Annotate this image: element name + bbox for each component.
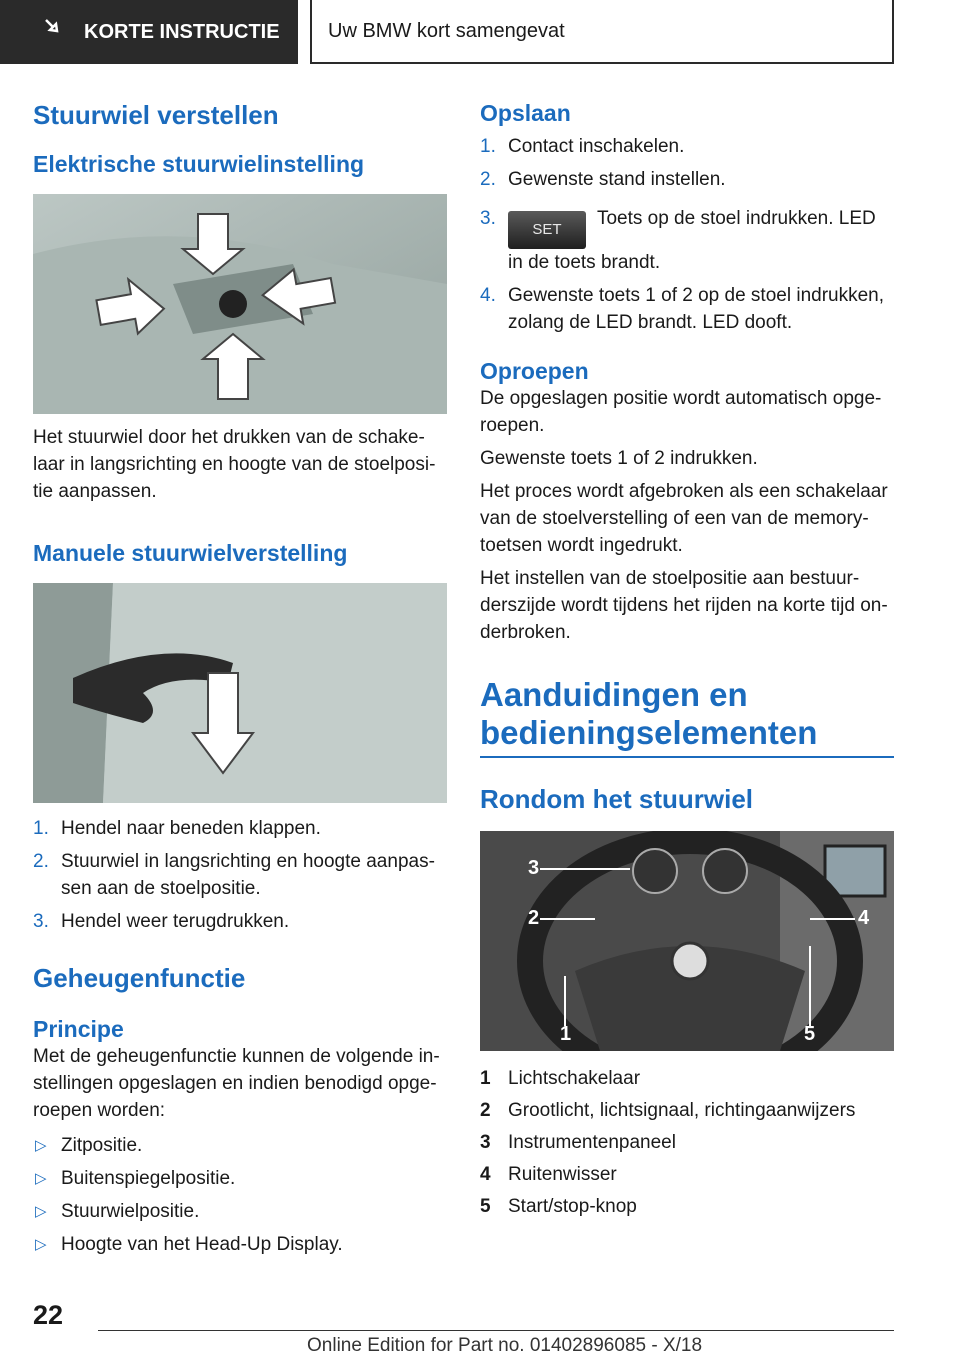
heading-principle: Principe [33,1016,124,1042]
steering-wheel-photo [480,831,894,1051]
recall-text-4: Het instellen van de stoelpositie aan bestuurderszijde wordt tijdens het rijden na korte tijd onderbroken. [480,568,888,643]
left-column [33,100,447,1264]
list-item: ▷ Zitpositie. [35,1135,143,1156]
principle-description: Met de geheugenfunctie kunnen de volgende instellingen opgeslagen en indien benodigd opgeroepen worden: [33,1046,440,1121]
section-tab-label: KORTE INSTRUCTIE [84,20,280,43]
list-item: 1. Hendel naar beneden klappen. [33,818,321,839]
callout-5: 5 [804,1023,816,1045]
recall-text-2: Gewenste toets 1 of 2 indrukken. [480,448,758,469]
callout-4: 4 [858,907,870,929]
footer-divider [98,1330,894,1331]
set-button-icon: SET [508,211,586,249]
list-item: 3. Hendel weer terugdrukken. [33,911,290,932]
legend-row: 2 Grootlicht, lichtsignaal, richtingaanwijzers [480,1100,856,1121]
list-item: 2. Gewenste stand instellen. [480,169,726,190]
list-item: 3. SET Toets op de stoel indrukken. LED in de toets brandt. [480,208,876,273]
right-column [480,100,894,1225]
list-item: ▷ Stuurwielpositie. [35,1201,200,1222]
page-number: 22 [33,1300,64,1330]
heading-recall: Oproepen [480,358,589,384]
heading-electric: Elektrische stuurwielinstelling [33,151,365,177]
legend-row: 4 Ruitenwisser [480,1164,617,1185]
save-steps-list [480,133,894,336]
heading-around-wheel: Rondom het stuurwiel [480,784,753,814]
list-item: ▷ Hoogte van het Head-Up Display. [35,1234,343,1255]
list-item: 4. Gewenste toets 1 of 2 op de stoel indrukken, zolang de LED brandt. LED dooft. [480,285,885,333]
heading-manual: Manuele stuurwielverstelling [33,540,348,566]
callout-2: 2 [528,907,540,929]
memory-settings-list [33,1132,447,1258]
chapter-title: Uw BMW kort samengevat [310,0,894,64]
legend-list [480,1065,894,1220]
list-item: 1. Contact inschakelen. [480,136,685,157]
legend-row: 5 Start/stop-knop [480,1196,637,1217]
callout-3: 3 [528,857,540,879]
quick-guide-icon [44,18,66,46]
callout-1: 1 [560,1023,572,1045]
footer-edition: Online Edition for Part no. 01402896085 - X/18 [307,1335,703,1356]
list-item: ▷ Buitenspiegelpositie. [35,1168,236,1189]
section-tab[interactable] [0,0,298,64]
electric-description: Het stuurwiel door het drukken van de schakelaar in langsrichting en hoogte van de stoelpositie aanpassen. [33,427,436,502]
manual-steps-list [33,815,447,935]
heading-steering: Stuurwiel verstellen [33,100,279,130]
legend-row: 3 Instrumentenpaneel [480,1132,676,1153]
manual-adjust-illustration [33,583,447,803]
heading-save: Opslaan [480,100,571,126]
electric-adjust-illustration [33,194,447,414]
list-item: 2. Stuurwiel in langsrichting en hoogte aanpassen aan de stoelpositie. [33,851,435,899]
heading-memory: Geheugenfunctie [33,963,246,993]
heading-indicators: Aanduidingen en bedieningselementen [480,676,894,758]
legend-row: 1 Lichtschakelaar [480,1068,641,1089]
recall-text-3: Het proces wordt afgebroken als een schakelaar van de stoelverstelling of een van de memorytoetsen wordt ingedrukt. [480,481,888,556]
recall-text-1: De opgeslagen positie wordt automatisch opgeroepen. [480,388,882,436]
